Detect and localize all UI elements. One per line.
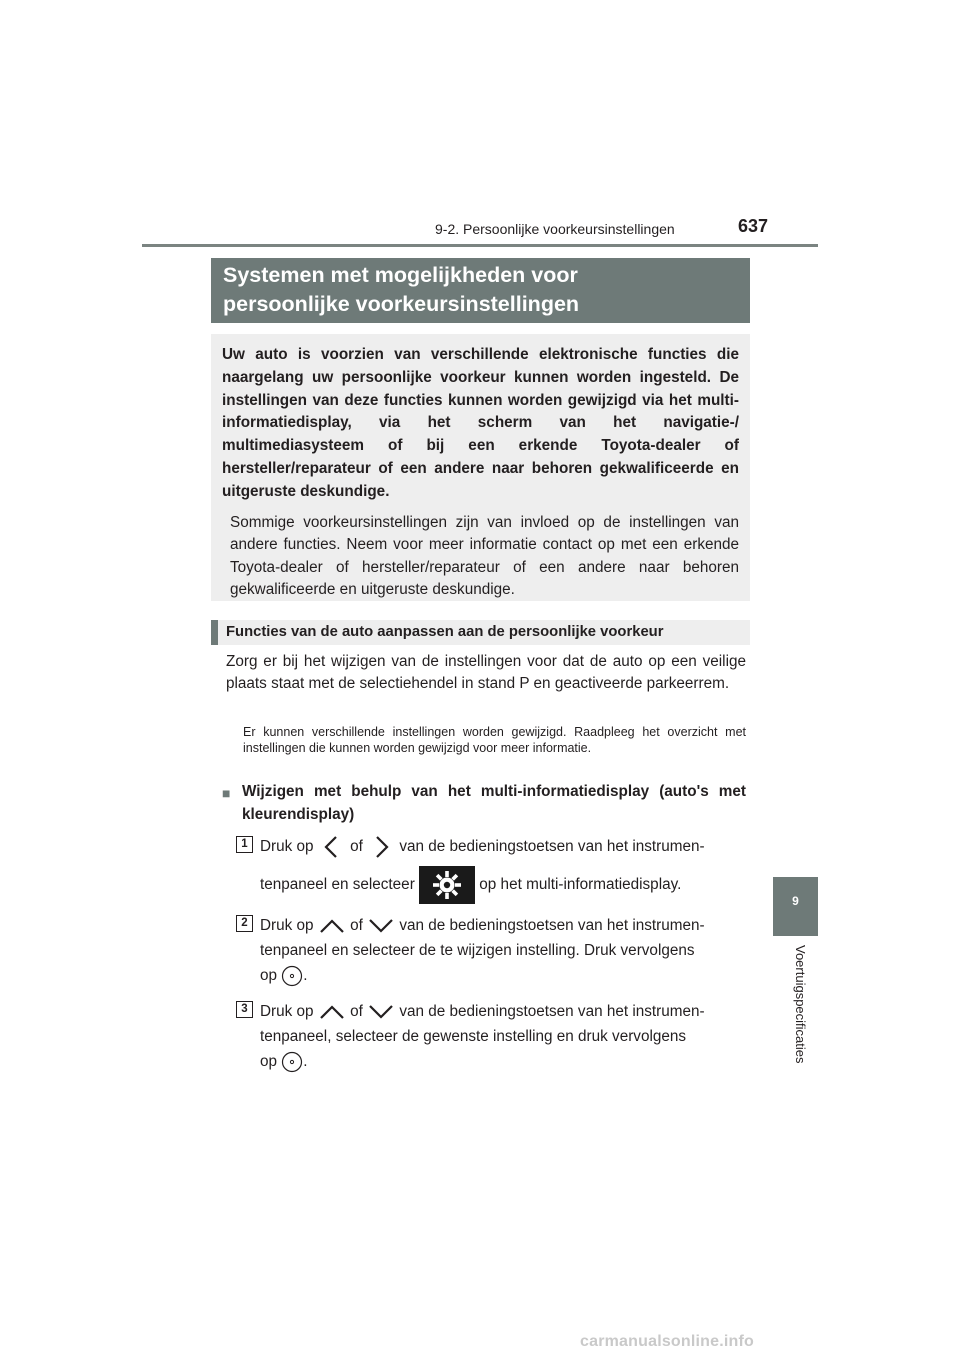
bullet-mark: ■ [222, 785, 231, 801]
step-word: op [260, 1053, 278, 1070]
chevron-right-icon [367, 835, 395, 859]
step-line [260, 866, 746, 904]
step-line: tenpaneel en selecteer de te wijzigen instelling. Druk vervolgens [260, 942, 695, 959]
step-word: Druk op [260, 838, 314, 855]
chevron-down-icon [367, 1004, 395, 1020]
step-text [260, 999, 746, 1074]
step-word: . [303, 967, 308, 984]
chevron-left-icon [318, 835, 346, 859]
sub-heading: Functies van de auto aanpassen aan de persoonlijke voorkeur [211, 620, 750, 645]
chevron-up-icon [318, 1004, 346, 1020]
step-word: . [303, 1053, 308, 1070]
step-line [260, 1049, 746, 1074]
side-tab-label: Voertuigspecificaties [793, 945, 808, 1064]
step-number: 1 [236, 836, 253, 853]
step-word: of [350, 838, 363, 855]
intro-box [211, 334, 750, 601]
bullet-heading [222, 780, 746, 826]
title-line-2: persoonlijke voorkeursinstellingen [223, 292, 580, 316]
step-2 [236, 913, 746, 988]
step-word: Druk op [260, 917, 314, 934]
ok-button-icon [281, 1051, 303, 1073]
step-word: van de bedieningstoetsen van het instrumen- [399, 838, 705, 855]
title-line-1: Systemen met mogelijkheden voor [223, 263, 578, 287]
step-word: of [350, 917, 363, 934]
gear-icon [419, 866, 475, 904]
bullet-text: Wijzigen met behulp van het multi-informatiedisplay (auto's met kleurendisplay) [242, 783, 746, 823]
step-word: tenpaneel en selecteer [260, 876, 415, 894]
step-1 [236, 834, 746, 904]
paragraph: Zorg er bij het wijzigen van de instellingen voor dat de auto op een veilige plaats staat met de selectiehendel in stand P en geactiveerde parkeerrem. [226, 653, 746, 692]
step-text [260, 834, 746, 904]
header-section: 9-2. Persoonlijke voorkeursinstellingen [435, 221, 675, 237]
header-rule [142, 244, 818, 247]
step-number: 3 [236, 1001, 253, 1018]
step-text [260, 913, 746, 988]
intro-bold-text: Uw auto is voorzien van verschillende elektronische functies die naargelang uw persoonlijke voorkeur kunnen worden ingesteld. De instellingen van deze functies kunnen worden gewijzigd via het multi-informatiedisplay, via het scherm van het navigatie-/ multimediasysteem of bij een erkende Toyota-dealer of hersteller/reparateur of een andere naar behoren gekwalificeerde en uitgeruste deskundige. [222, 346, 739, 500]
step-line [260, 999, 746, 1024]
step-word: op het multi-informatiedisplay. [479, 876, 682, 894]
page-number: 637 [738, 216, 769, 236]
chevron-down-icon [367, 918, 395, 934]
step-line [260, 834, 746, 860]
chevron-up-icon [318, 918, 346, 934]
step-word: van de bedieningstoetsen van het instrumen- [399, 1003, 705, 1020]
step-line: tenpaneel, selecteer de gewenste instelling en druk vervolgens [260, 1028, 687, 1045]
step-word: op [260, 967, 278, 984]
step-line [260, 913, 746, 938]
step-line [260, 963, 746, 988]
step-word: van de bedieningstoetsen van het instrumen- [399, 917, 705, 934]
step-word: Druk op [260, 1003, 314, 1020]
watermark: carmanualsonline.info [580, 1333, 755, 1350]
intro-sub-text: Sommige voorkeursinstellingen zijn van invloed op de instellingen van andere functies. Neem voor meer informatie contact op met een erkende Toyota-dealer of hersteller/reparateur of een andere naar behoren gekwalificeerde en uitgeruste deskundige. [230, 513, 739, 599]
step-3 [236, 999, 746, 1074]
ok-button-icon [281, 965, 303, 987]
note: Er kunnen verschillende instellingen worden gewijzigd. Raadpleeg het overzicht met instellingen die kunnen worden gewijzigd voor meer informatie. [243, 725, 746, 755]
step-word: of [350, 1003, 363, 1020]
step-number: 2 [236, 915, 253, 932]
side-tab[interactable]: 9 [773, 877, 818, 936]
title-box [211, 258, 750, 323]
